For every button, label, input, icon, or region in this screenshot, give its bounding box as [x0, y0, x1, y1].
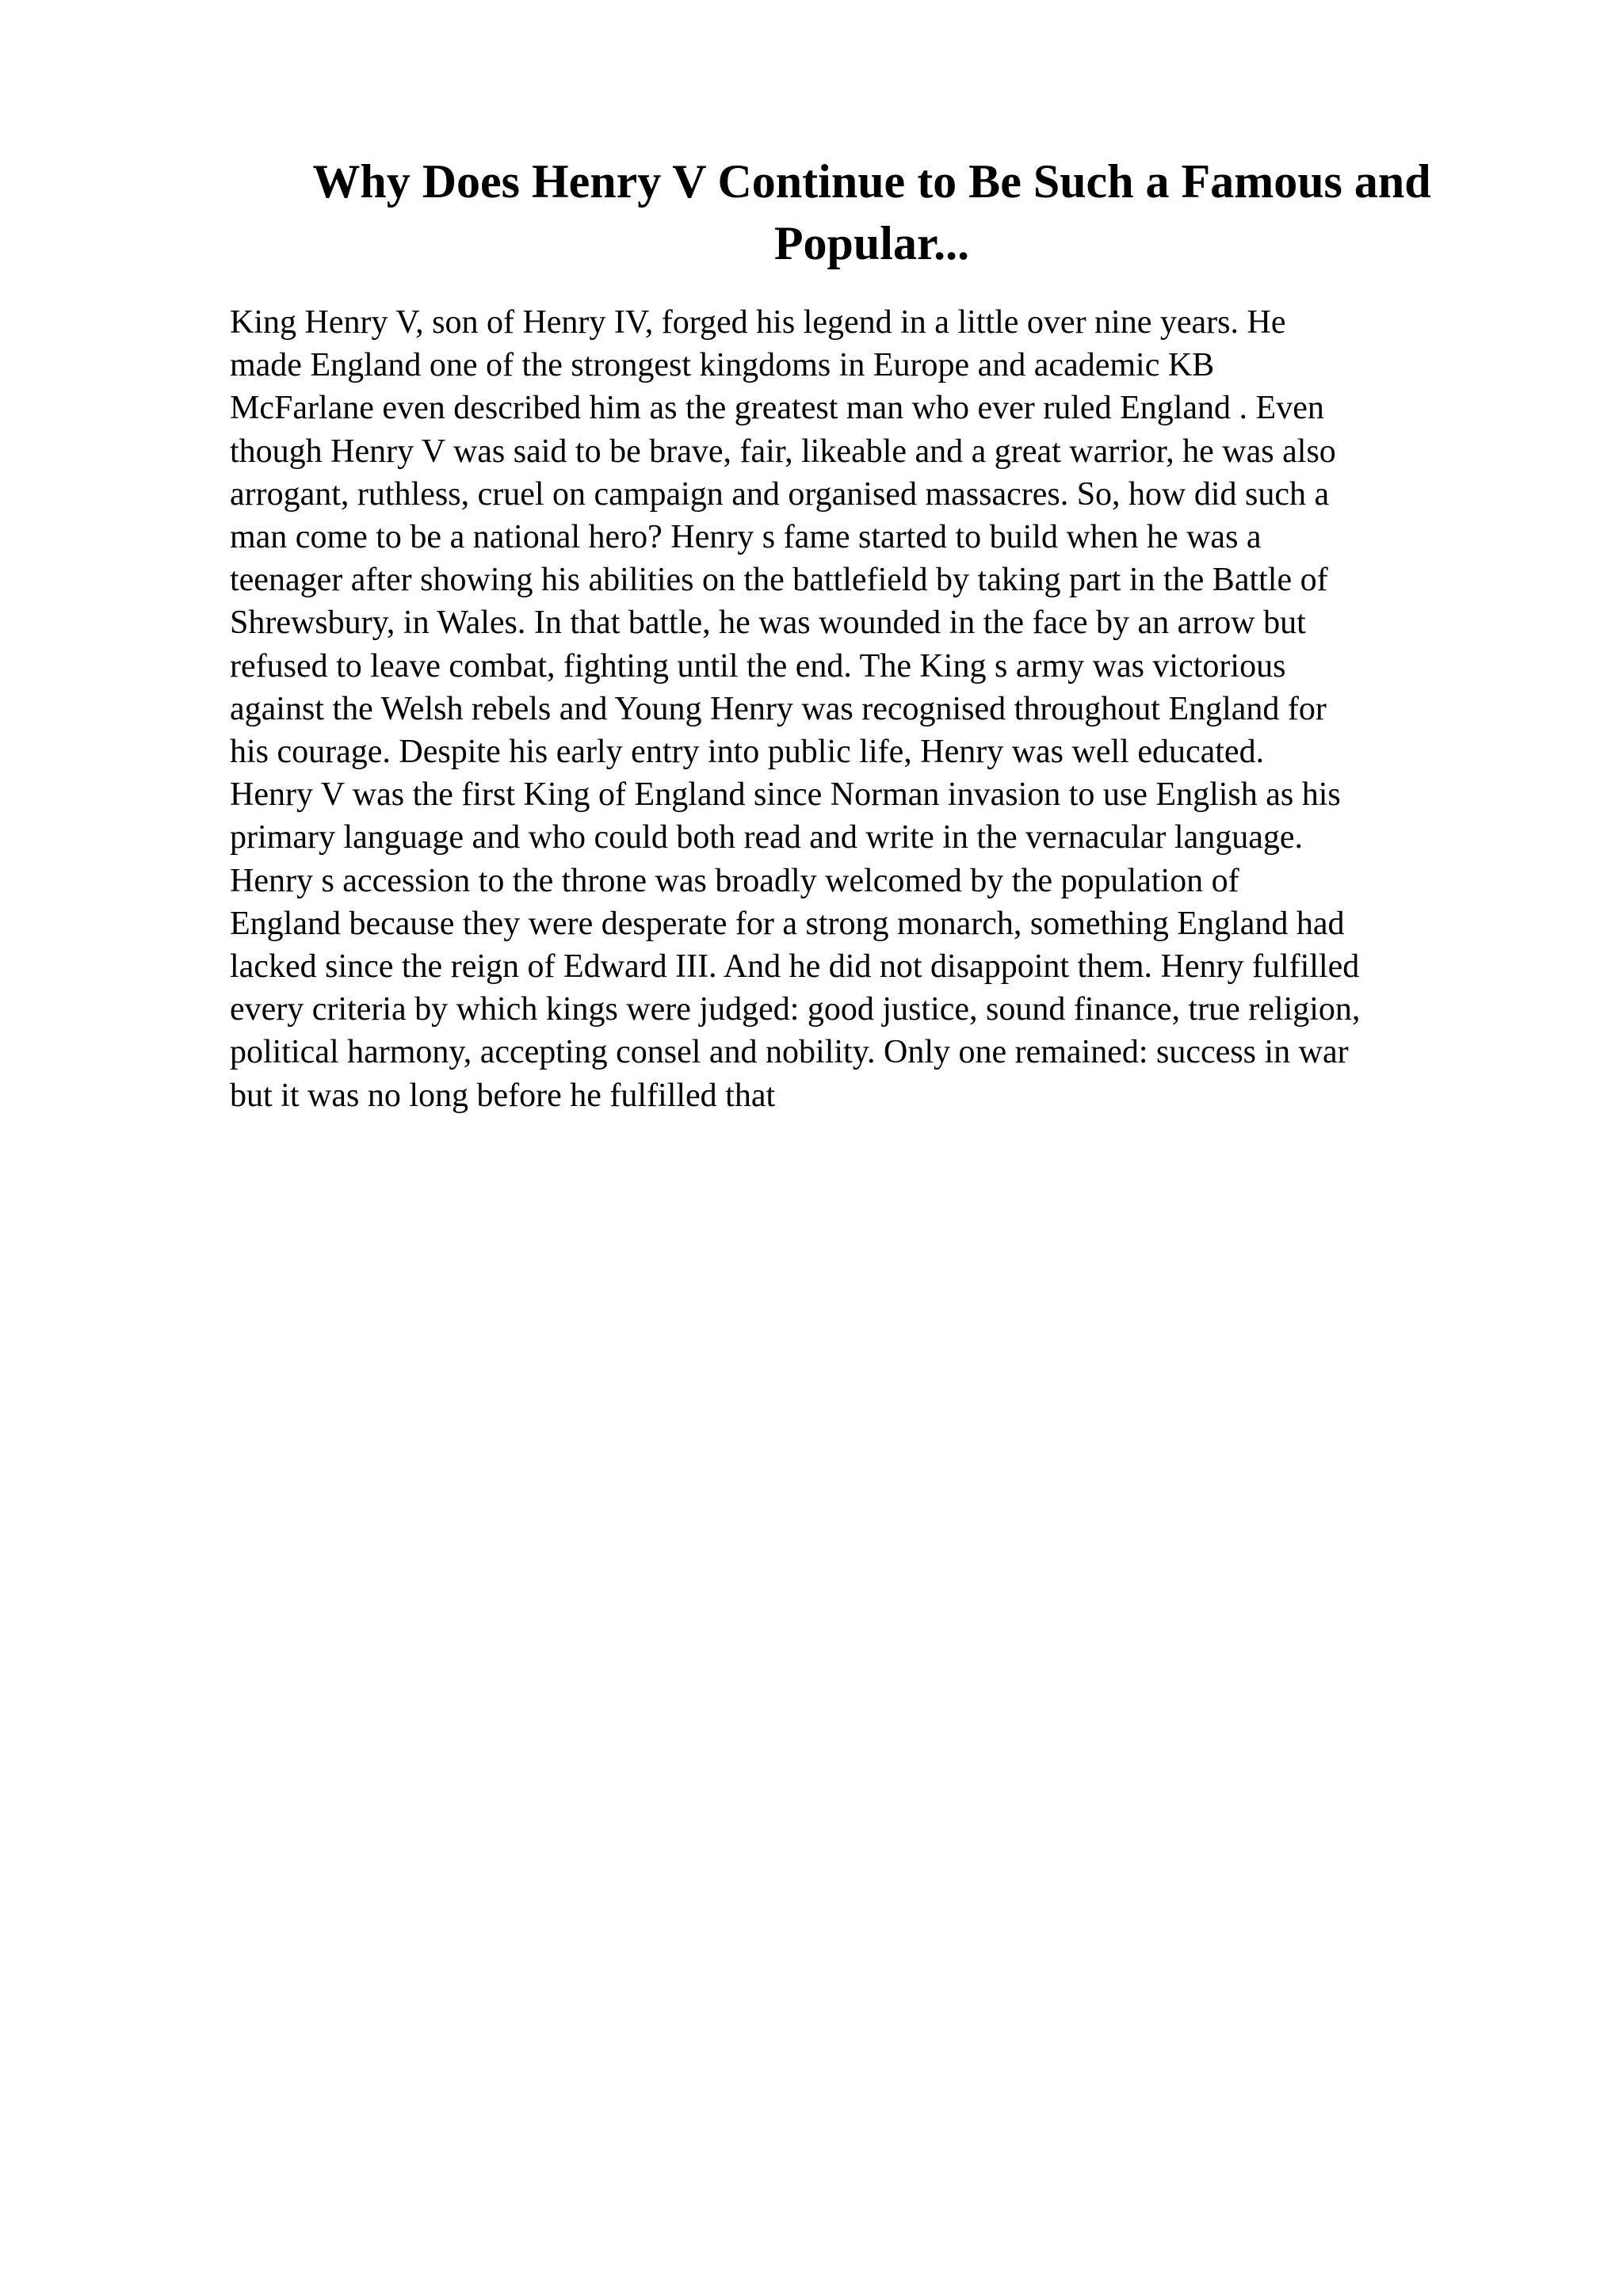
body-line: though Henry V was said to be brave, fair, likeable and a great warrior, he was also: [230, 433, 1336, 470]
body-line: refused to leave combat, fighting until the end. The King s army was victorious: [230, 647, 1286, 685]
body-line: against the Welsh rebels and Young Henry was recognised throughout England for: [230, 690, 1327, 727]
body-line: every criteria by which kings were judged: good justice, sound finance, true religion,: [230, 991, 1361, 1028]
body-line: King Henry V, son of Henry IV, forged his legend in a little over nine years. He: [230, 304, 1286, 341]
body-line: made England one of the strongest kingdoms in Europe and academic KB: [230, 347, 1215, 384]
body-line: England because they were desperate for a strong monarch, something England had: [230, 905, 1345, 942]
body-line: his courage. Despite his early entry into public life, Henry was well educated.: [230, 734, 1265, 771]
body-line: man come to be a national hero? Henry s fame started to build when he was a: [230, 519, 1262, 556]
document-body: [230, 301, 1514, 1117]
body-line: political harmony, accepting consel and nobility. Only one remained: success in war: [230, 1034, 1349, 1071]
body-line: primary language and who could both read and write in the vernacular language.: [230, 819, 1303, 856]
body-line: but it was no long before he fulfilled that: [230, 1077, 776, 1114]
body-line: McFarlane even described him as the greatest man who ever ruled England . Even: [230, 390, 1324, 427]
body-line: lacked since the reign of Edward III. And he did not disappoint them. Henry fulfilled: [230, 948, 1360, 986]
body-line: Henry s accession to the throne was broadly welcomed by the population of: [230, 862, 1239, 899]
body-line: Shrewsbury, in Wales. In that battle, he was wounded in the face by an arrow but: [230, 605, 1306, 642]
body-line: arrogant, ruthless, cruel on campaign and organised massacres. So, how did such a: [230, 475, 1330, 513]
body-line: Henry V was the first King of England since Norman invasion to use English as his: [230, 776, 1341, 814]
body-line: teenager after showing his abilities on the battlefield by taking part in the Battle of: [230, 562, 1328, 599]
document-title: Why Does Henry V Continue to Be Such a Famous and Popular...: [312, 155, 1431, 269]
